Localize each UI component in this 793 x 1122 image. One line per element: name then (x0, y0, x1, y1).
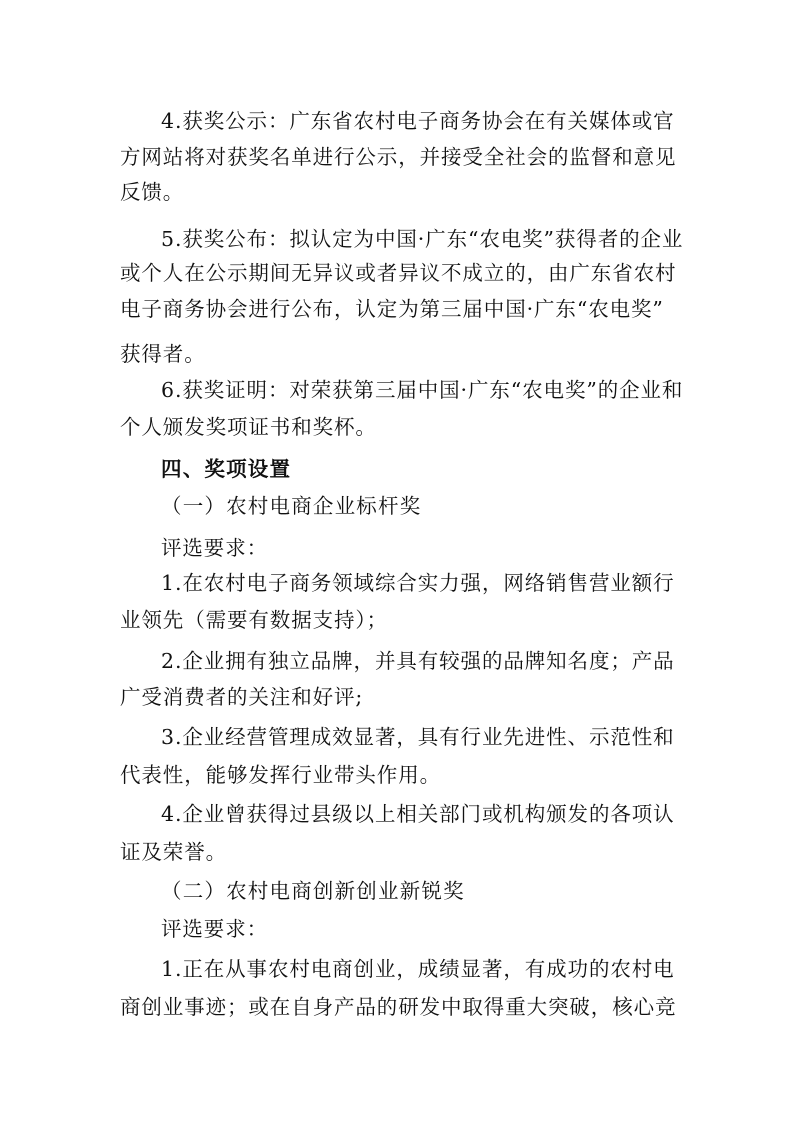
paragraph-award-certificate-line-1: 6.获奖证明：对荣获第三届中国·广东“农电奖”的企业和 (161, 378, 684, 402)
criterion-3-line-1: 3.企业经营管理成效显著，具有行业先进性、示范性和 (161, 725, 675, 749)
paragraph-award-certificate-line-2: 个人颁发奖项证书和奖杯。 (120, 415, 377, 439)
paragraph-award-announcement-line-4: 获得者。 (120, 342, 206, 366)
innovation-criterion-1-line-1: 1.正在从事农村电商创业，成绩显著，有成功的农村电 (161, 957, 675, 981)
criterion-2-line-1: 2.企业拥有独立品牌，并具有较强的品牌知名度；产品 (161, 649, 675, 673)
criteria-label: 评选要求： (161, 536, 268, 560)
section-heading-award-settings: 四、奖项设置 (161, 457, 292, 481)
subsection-heading-innovation-award: （二）农村电商创新创业新锐奖 (161, 879, 465, 903)
subsection-heading-benchmark-award: （一）农村电商企业标杆奖 (161, 494, 422, 518)
innovation-criterion-1-line-2: 商创业事迹；或在自身产品的研发中取得重大突破，核心竞 (120, 995, 677, 1019)
criterion-4-line-2: 证及荣誉。 (120, 840, 227, 864)
paragraph-award-announcement-line-3: 电子商务协会进行公布，认定为第三届中国·广东“农电奖” (120, 297, 664, 321)
paragraph-award-announcement-line-1: 5.获奖公布：拟认定为中国·广东“农电奖”获得者的企业 (161, 227, 684, 251)
criteria-label-2: 评选要求： (161, 917, 268, 941)
paragraph-award-publicity-line-1: 4.获奖公示：广东省农村电子商务协会在有关媒体或官 (161, 109, 675, 133)
paragraph-award-publicity-line-2: 方网站将对获奖名单进行公示，并接受全社会的监督和意见 (120, 145, 677, 169)
criterion-3-line-2: 代表性，能够发挥行业带头作用。 (120, 763, 441, 787)
paragraph-award-publicity-line-3: 反馈。 (120, 180, 185, 204)
criterion-1-line-2: 业领先（需要有数据支持）； (120, 608, 388, 632)
criterion-1-line-1: 1.在农村电子商务领域综合实力强，网络销售营业额行 (161, 571, 675, 595)
paragraph-award-announcement-line-2: 或个人在公示期间无异议或者异议不成立的，由广东省农村 (120, 261, 677, 285)
criterion-4-line-1: 4.企业曾获得过县级以上相关部门或机构颁发的各项认 (161, 802, 675, 826)
criterion-2-line-2: 广受消费者的关注和好评; (120, 685, 364, 709)
